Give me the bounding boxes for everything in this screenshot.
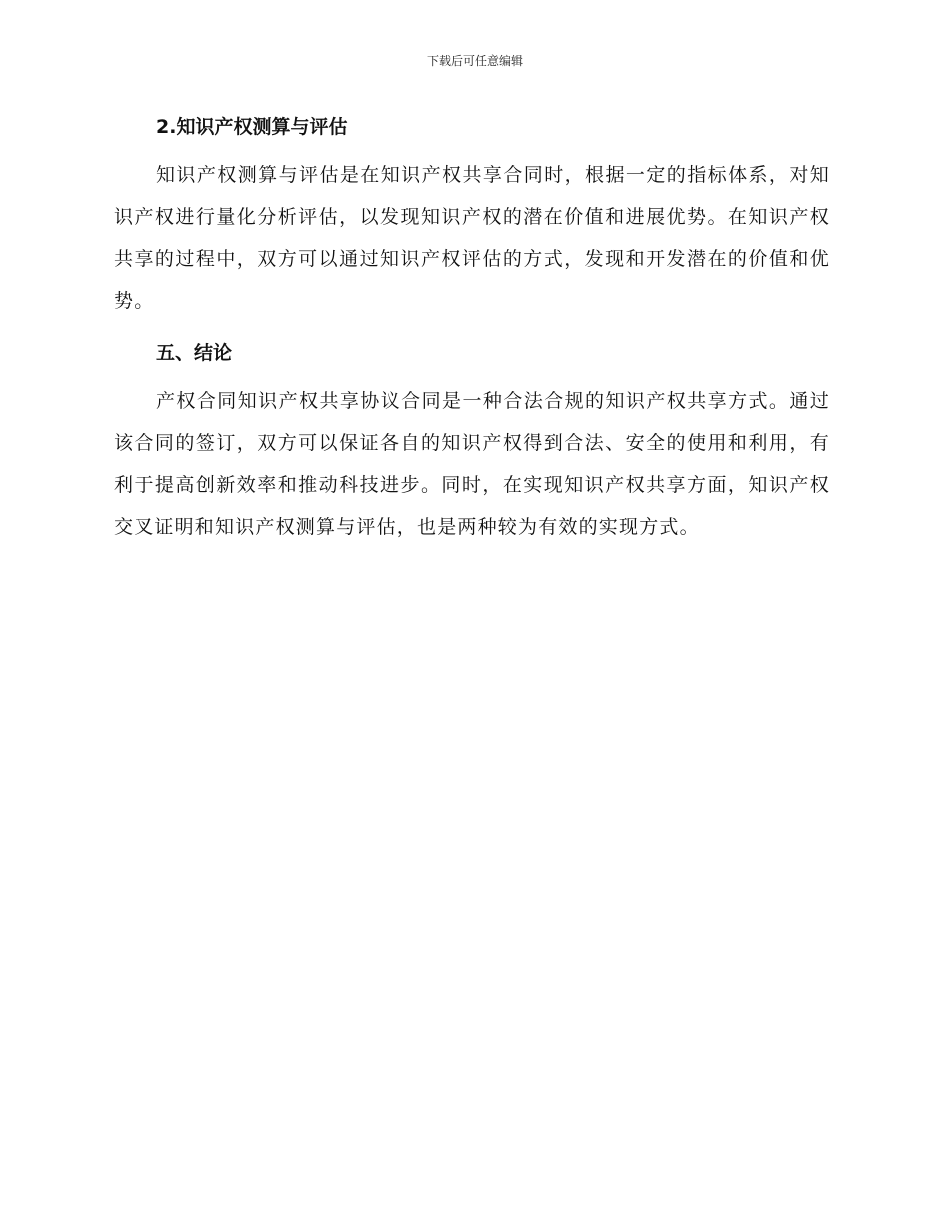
document-body <box>114 112 830 548</box>
section-paragraph-conclusion: 产权合同知识产权共享协议合同是一种合法合规的知识产权共享方式。通过该合同的签订，双方可以保证各自的知识产权得到合法、安全的使用和利用，有利于提高创新效率和推动科技进步。同时，在实现知识产权共享方面，知识产权交叉证明和知识产权测算与评估，也是两种较为有效的实现方式。 <box>114 390 830 538</box>
section-heading-conclusion: 五、结论 <box>156 342 233 364</box>
section-paragraph-valuation: 知识产权测算与评估是在知识产权共享合同时，根据一定的指标体系，对知识产权进行量化分析评估，以发现知识产权的潜在价值和进展优势。在知识产权共享的过程中，双方可以通过知识产权评估的方式，发现和开发潜在的价值和优势。 <box>114 164 830 312</box>
page-header: 下载后可任意编辑 <box>426 54 523 68</box>
section-heading-valuation: 2.知识产权测算与评估 <box>156 116 348 138</box>
